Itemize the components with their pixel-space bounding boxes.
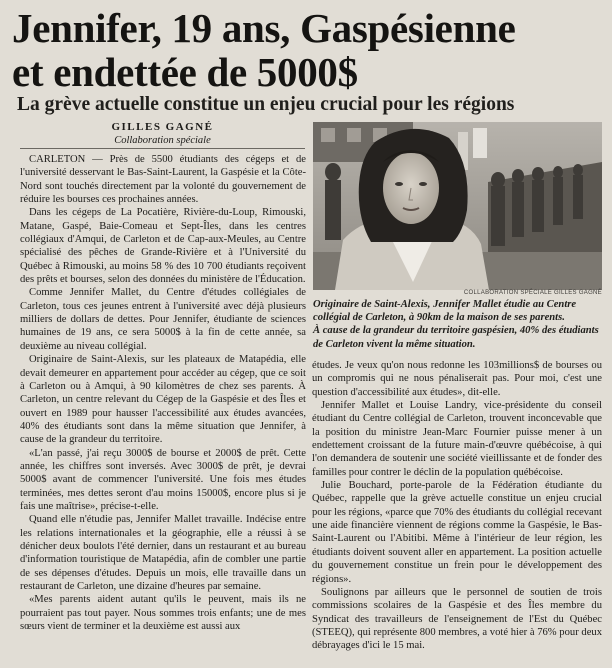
headline-line-2: et endettée de 5000$ (12, 49, 358, 95)
paragraph: Quand elle n'étudie pas, Jennifer Mallet travaille. Indécise entre les relations internationales et la géographie, elle a réussi à se dénicher deux boulots l'été dernier, dans un restaurant et au bureau d'information touristique de Matapédia, afin de combler une partie de ses dépenses d'études. Depuis un mois, elle travaille dans un restaurant de Carleton, une dizaine d'heures par semaine. (20, 514, 306, 592)
headline (12, 6, 602, 94)
paragraph: Comme Jennifer Mallet, du Centre d'études collégiales de Carleton, tous ces jeunes entrent à l'université avec déjà plusieurs milliers de dollars de dettes. Pour Jennifer, étudiante de sciences humaines de 19 ans, ce sera 5000$ à la fin de cette année, sa deuxième au niveau collégial. (20, 287, 306, 352)
paragraph: Dans les cégeps de La Pocatière, Rivière-du-Loup, Rimouski, Matane, Gaspé, Baie-Comeau et Sept-Îles, dans les centres collégiaux d'Amqui, de Carleton et de Cap-aux-Meules, au Centre spécialisé des pêches de Grande-Rivière et à l'Université du Québec à Rimouski, au moins 58 % des 10 700 étudiants reçoivent des prêts et bourses, selon des données du ministère de l'Éducation. (20, 207, 306, 286)
paragraph: CARLETON — Près de 5500 étudiants des cégeps et de l'université desservant le Bas-Saint-Laurent, la Gaspésie et la Côte-Nord sont touchés directement par la volonté du gouvernement de réduire les bourses ces prochaines années. (20, 154, 306, 206)
paragraph: Originaire de Saint-Alexis, sur les plateaux de Matapédia, elle devait demeurer en appartement pour accéder au cégep, que ce soit à Carleton ou à Amqui, à 90 kilomètres de chez ses parents. À Carleton, un centre relevant du Cégep de la Gaspésie et des Îles et ouvert en 1989 pour hausser l'accessibilité aux études avancées, 40% des étudiants sont dans la même situation que Jennifer, à cause de la grandeur du territoire. (20, 354, 306, 446)
article-column-1 (20, 153, 306, 633)
photo-of-student-at-protest (313, 122, 602, 290)
caption-line: Originaire de Saint-Alexis, Jennifer Mallet étudie au Centre collégial de Carleton, à 90km de la maison de ses parents. (313, 299, 577, 324)
headline-line-1: Jennifer, 19 ans, Gaspésienne (12, 5, 516, 51)
byline-author: GILLES GAGNÉ (111, 121, 214, 133)
photo-credit: COLLABORATION SPÉCIALE GILLES GAGNÉ (463, 290, 602, 296)
paragraph: «L'an passé, j'ai reçu 3000$ de bourse et 2000$ de prêt. Cette année, les chiffres sont inversés. Avec 3000$ de prêt, je devrai 5000$ avant de commencer l'université. Une fois mes études terminées, mes dettes seront d'au moins 15000$, encore plus si je fais une maîtrise», précise-t-elle. (20, 447, 306, 512)
paragraph: Soulignons par ailleurs que le personnel de soutien de trois commissions scolaires de la Gaspésie et des Îles membre du Syndicat des travailleurs de l'enseignement de l'Est du Québec (STEEQ), qui représente 800 membres, a voté hier à 76% pour deux débrayages d'ici le 15 mai. (312, 586, 602, 652)
photo-caption (313, 298, 602, 351)
paragraph: Julie Bouchard, porte-parole de la Fédération étudiante du Québec, rappelle que la grève actuelle constitue un enjeu crucial pour les régions, «parce que 70% des étudiants du collégial recevant une aide financière viennent de régions comme la Gaspésie, le Bas-Saint-Laurent ou l'Abitibi. Même à l'intérieur de leur région, les étudiants doivent souvent aller en appartement. La position actuelle du gouvernement constitue un frein pour le développement des régions». (312, 480, 602, 585)
news-photo (313, 122, 602, 290)
byline-divider (20, 148, 305, 149)
subheadline: La grève actuelle constitue un enjeu crucial pour les régions (17, 94, 515, 115)
paragraph: Jennifer Mallet et Louise Landry, vice-présidente du conseil étudiant du Centre collégial de Carleton, trouvent inconcevable que la position du ministre Jean-Marc Fournier puisse mener à un endettement croissant de la future main-d'œuvre québécoise, à qui l'on demandera de soutenir une société vieillissante et de fonder des familles pour contrer le déclin de la population québécoise. (312, 400, 602, 478)
article-column-2 (312, 359, 602, 653)
byline (20, 121, 305, 147)
paragraph: études. Je veux qu'on nous redonne les 103millions$ de bourses ou un compromis qui ne nous pénaliserait pas. Pour moi, c'est une question d'accessibilité aux études», dit-elle. (312, 360, 602, 398)
caption-line: À cause de la grandeur du territoire gaspésien, 40% des étudiants de Carleton vivent la même situation. (313, 325, 599, 350)
byline-role: Collaboration spéciale (114, 135, 211, 146)
paragraph: «Mes parents aident autant qu'ils le peuvent, mais ils ne pourraient pas tout payer. Nous sommes trois enfants; une de mes sœurs vient de terminer et la deuxième est aussi aux (20, 594, 306, 633)
